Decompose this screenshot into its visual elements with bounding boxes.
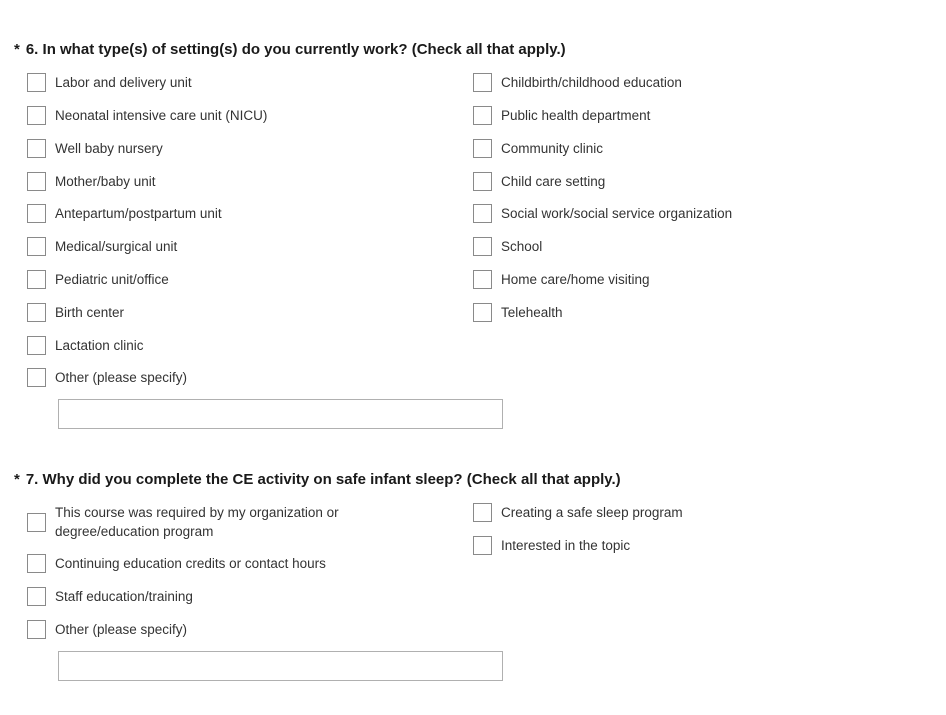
option-label: Social work/social service organization <box>501 206 733 221</box>
option-label: Public health department <box>501 108 651 123</box>
checkbox[interactable] <box>473 303 492 322</box>
q7-option-course-required[interactable] <box>27 503 447 541</box>
checkbox[interactable] <box>27 336 46 355</box>
option-label: Childbirth/childhood education <box>501 75 682 90</box>
q6-option-social-work[interactable] <box>473 204 732 223</box>
q6-option-lactation-clinic[interactable] <box>27 336 144 355</box>
checkbox[interactable] <box>27 554 46 573</box>
required-mark: * <box>14 41 20 58</box>
q6-option-other[interactable] <box>27 368 187 387</box>
option-label: Labor and delivery unit <box>55 75 192 90</box>
q7-other-input[interactable] <box>58 651 503 681</box>
option-label: Birth center <box>55 305 125 320</box>
checkbox[interactable] <box>473 139 492 158</box>
option-label: Mother/baby unit <box>55 174 156 189</box>
q6-option-labor-delivery[interactable] <box>27 73 192 92</box>
option-label: Pediatric unit/office <box>55 272 169 287</box>
checkbox[interactable] <box>473 204 492 223</box>
q7-option-staff-education[interactable] <box>27 587 193 606</box>
q6-option-well-baby-nursery[interactable] <box>27 139 163 158</box>
q6-option-pediatric[interactable] <box>27 270 169 289</box>
q7-option-other[interactable] <box>27 620 187 639</box>
checkbox[interactable] <box>27 513 46 532</box>
option-label: Continuing education credits or contact hours <box>55 556 326 571</box>
checkbox[interactable] <box>473 503 492 522</box>
question-7-text: 7. Why did you complete the CE activity on safe infant sleep? (Check all that apply.) <box>25 471 621 488</box>
q7-option-interested-topic[interactable] <box>473 536 630 555</box>
checkbox[interactable] <box>27 139 46 158</box>
option-label: Neonatal intensive care unit (NICU) <box>55 108 268 123</box>
q6-option-medical-surgical[interactable] <box>27 237 177 256</box>
option-label: Antepartum/postpartum unit <box>55 206 222 221</box>
option-label: Creating a safe sleep program <box>501 505 683 520</box>
q6-option-home-care[interactable] <box>473 270 650 289</box>
q6-other-input[interactable] <box>58 399 503 429</box>
checkbox[interactable] <box>27 368 46 387</box>
question-7-title <box>14 471 621 488</box>
q6-option-telehealth[interactable] <box>473 303 563 322</box>
checkbox[interactable] <box>27 237 46 256</box>
q6-option-school[interactable] <box>473 237 542 256</box>
checkbox[interactable] <box>473 172 492 191</box>
option-label: School <box>501 239 543 254</box>
q6-option-community-clinic[interactable] <box>473 139 603 158</box>
option-label: Lactation clinic <box>55 338 144 353</box>
q6-option-childbirth-education[interactable] <box>473 73 682 92</box>
option-label: Home care/home visiting <box>501 272 650 287</box>
option-label: Staff education/training <box>55 589 193 604</box>
checkbox[interactable] <box>27 172 46 191</box>
option-label: Other (please specify) <box>55 622 188 637</box>
option-label: This course was required by my organization or degree/education program <box>55 505 339 539</box>
checkbox[interactable] <box>473 106 492 125</box>
q6-option-mother-baby-unit[interactable] <box>27 172 156 191</box>
option-label: Other (please specify) <box>55 370 188 385</box>
option-label: Interested in the topic <box>501 538 631 553</box>
checkbox[interactable] <box>27 303 46 322</box>
q7-option-ce-credits[interactable] <box>27 554 326 573</box>
q6-option-antepartum-postpartum[interactable] <box>27 204 222 223</box>
option-label: Well baby nursery <box>55 141 163 156</box>
checkbox[interactable] <box>27 73 46 92</box>
checkbox[interactable] <box>27 106 46 125</box>
q6-option-child-care[interactable] <box>473 172 605 191</box>
q7-option-safe-sleep-program[interactable] <box>473 503 683 522</box>
checkbox[interactable] <box>27 204 46 223</box>
q6-option-public-health[interactable] <box>473 106 650 125</box>
option-label: Community clinic <box>501 141 604 156</box>
checkbox[interactable] <box>27 270 46 289</box>
q6-option-birth-center[interactable] <box>27 303 124 322</box>
required-mark: * <box>14 471 20 488</box>
checkbox[interactable] <box>473 73 492 92</box>
question-6-title <box>14 41 566 58</box>
option-label: Medical/surgical unit <box>55 239 178 254</box>
checkbox[interactable] <box>27 620 46 639</box>
checkbox[interactable] <box>473 237 492 256</box>
checkbox[interactable] <box>473 270 492 289</box>
checkbox[interactable] <box>473 536 492 555</box>
option-label: Telehealth <box>501 305 563 320</box>
q6-option-nicu[interactable] <box>27 106 267 125</box>
option-label: Child care setting <box>501 174 606 189</box>
question-6-text: 6. In what type(s) of setting(s) do you currently work? (Check all that apply.) <box>25 41 566 58</box>
checkbox[interactable] <box>27 587 46 606</box>
